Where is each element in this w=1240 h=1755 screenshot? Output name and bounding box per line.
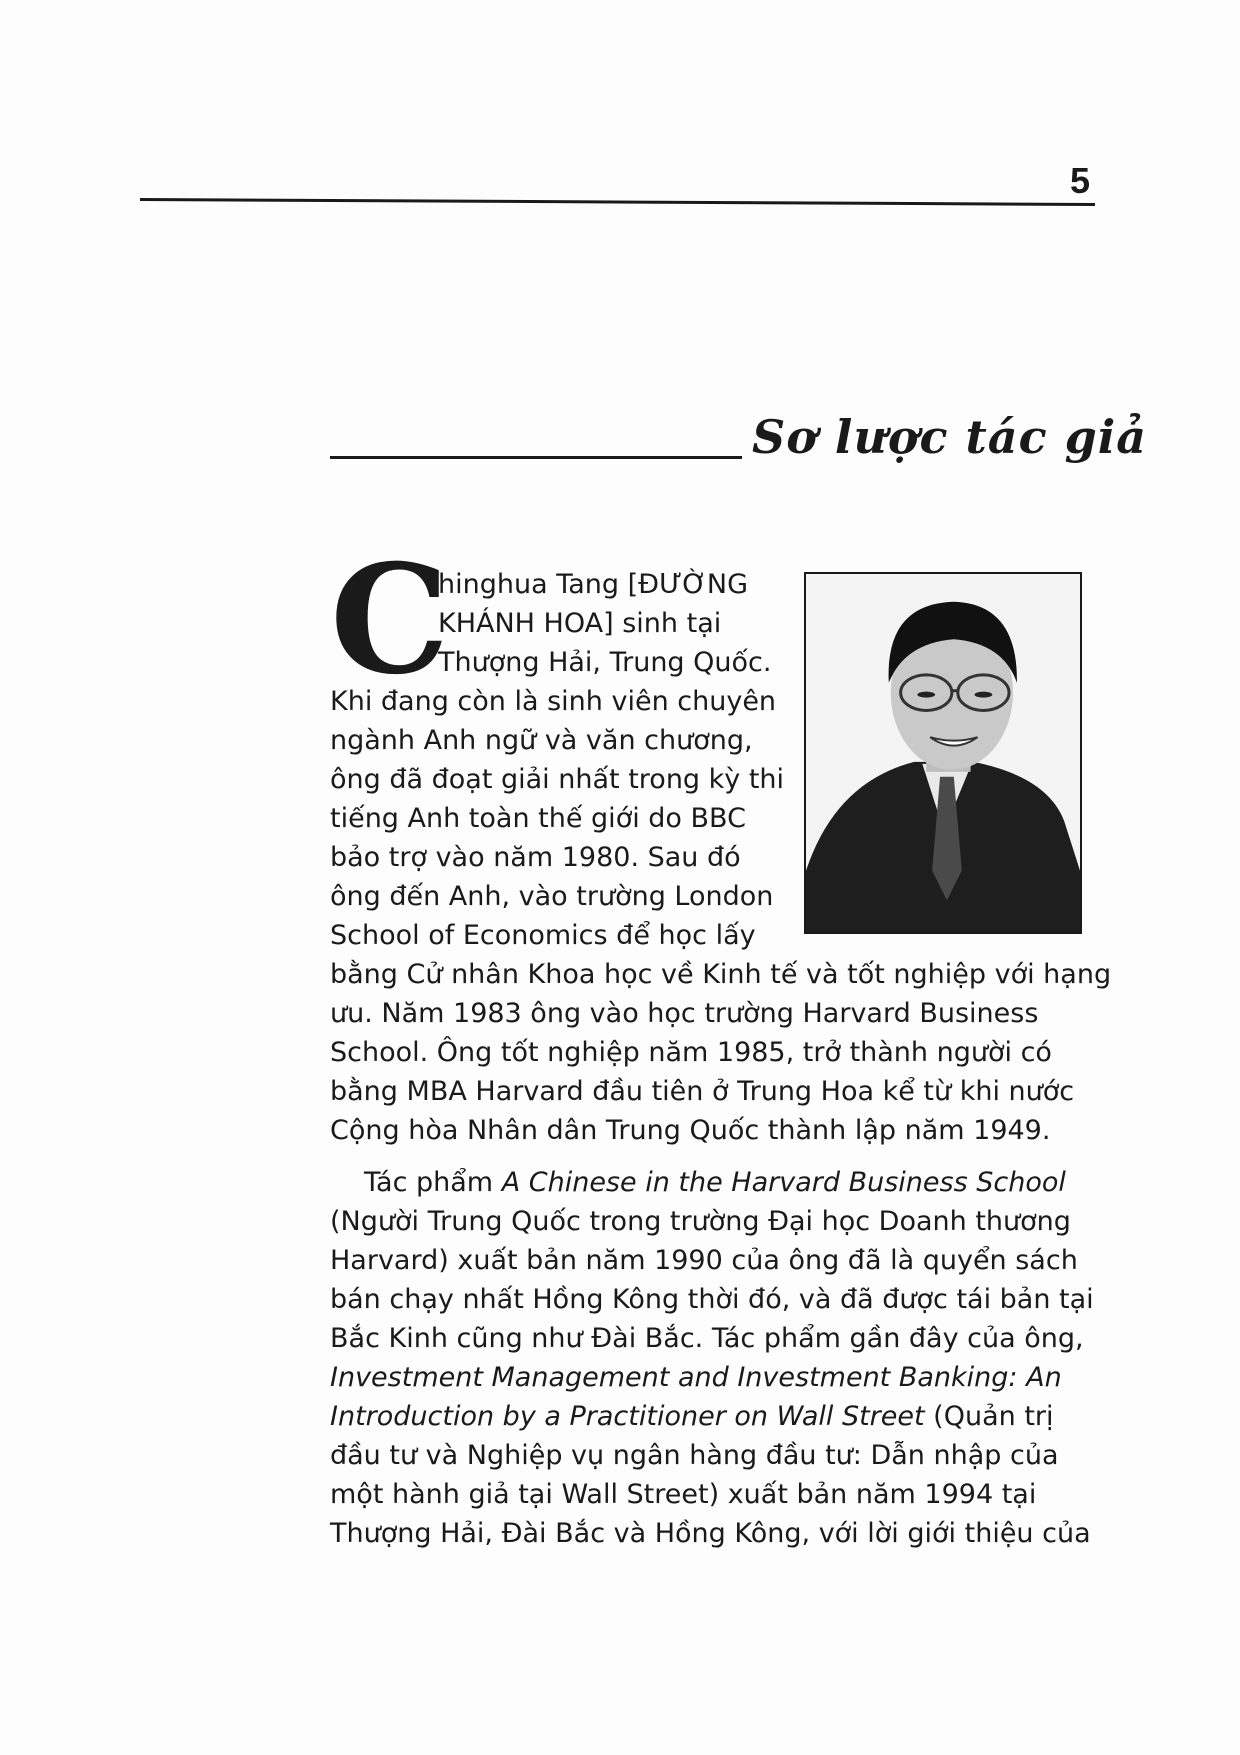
bio-line: ưu. Năm 1983 ông vào học trường Harvard Business xyxy=(330,998,1039,1029)
header-rule xyxy=(140,198,1095,206)
section-title: Sơ lược tác giả xyxy=(752,410,1148,464)
works-line: Bắc Kinh cũng như Đài Bắc. Tác phẩm gần đây của ông, xyxy=(330,1323,1084,1354)
bio-line: hinghua Tang [ĐƯỜNG xyxy=(438,569,749,600)
works-line: (Người Trung Quốc trong trường Đại học Doanh thương xyxy=(330,1206,1071,1237)
bio-line: bảo trợ vào năm 1980. Sau đó xyxy=(330,842,741,873)
page-number: 5 xyxy=(1070,160,1091,201)
works-line: một hành giả tại Wall Street) xuất bản năm 1994 tại xyxy=(330,1479,1037,1510)
works-line: Harvard) xuất bản năm 1990 của ông đã là quyển sách xyxy=(330,1245,1078,1276)
author-photo xyxy=(804,572,1082,934)
bio-line: bằng MBA Harvard đầu tiên ở Trung Hoa kể từ khi nước xyxy=(330,1076,1075,1107)
bio-line: tiếng Anh toàn thế giới do BBC xyxy=(330,803,746,834)
works-line: Thượng Hải, Đài Bắc và Hồng Kông, với lời giới thiệu của xyxy=(330,1518,1091,1549)
bio-line: Khi đang còn là sinh viên chuyên xyxy=(330,686,777,717)
bio-line: School. Ông tốt nghiệp năm 1985, trở thành người có xyxy=(330,1037,1052,1068)
bio-line: ông đến Anh, vào trường London xyxy=(330,881,774,912)
book-title: A Chinese in the Harvard Business School xyxy=(501,1167,1066,1198)
bio-line: KHÁNH HOA] sinh tại xyxy=(438,608,722,639)
works-line: đầu tư và Nghiệp vụ ngân hàng đầu tư: Dẫn nhập của xyxy=(330,1440,1059,1471)
works-line: bán chạy nhất Hồng Kông thời đó, và đã được tái bản tại xyxy=(330,1284,1094,1315)
drop-cap: C xyxy=(330,532,450,708)
title-rule xyxy=(330,456,742,459)
book-title-line: Investment Management and Investment Banking: An xyxy=(330,1362,1062,1393)
book-title: Introduction by a Practitioner on Wall Street xyxy=(330,1401,925,1432)
bio-line: ông đã đoạt giải nhất trong kỳ thi xyxy=(330,764,785,795)
bio-line: bằng Cử nhân Khoa học về Kinh tế và tốt nghiệp với hạng xyxy=(330,959,1112,990)
works-line xyxy=(364,1169,1066,1196)
bio-line: ngành Anh ngữ và văn chương, xyxy=(330,725,753,756)
bio-line: Thượng Hải, Trung Quốc. xyxy=(438,647,772,678)
works-text: (Quản trị xyxy=(924,1401,1054,1432)
works-line xyxy=(330,1403,1054,1430)
bio-line: School of Economics để học lấy xyxy=(330,920,756,951)
bio-line: Cộng hòa Nhân dân Trung Quốc thành lập năm 1949. xyxy=(330,1115,1051,1146)
works-text: Tác phẩm xyxy=(364,1167,502,1198)
